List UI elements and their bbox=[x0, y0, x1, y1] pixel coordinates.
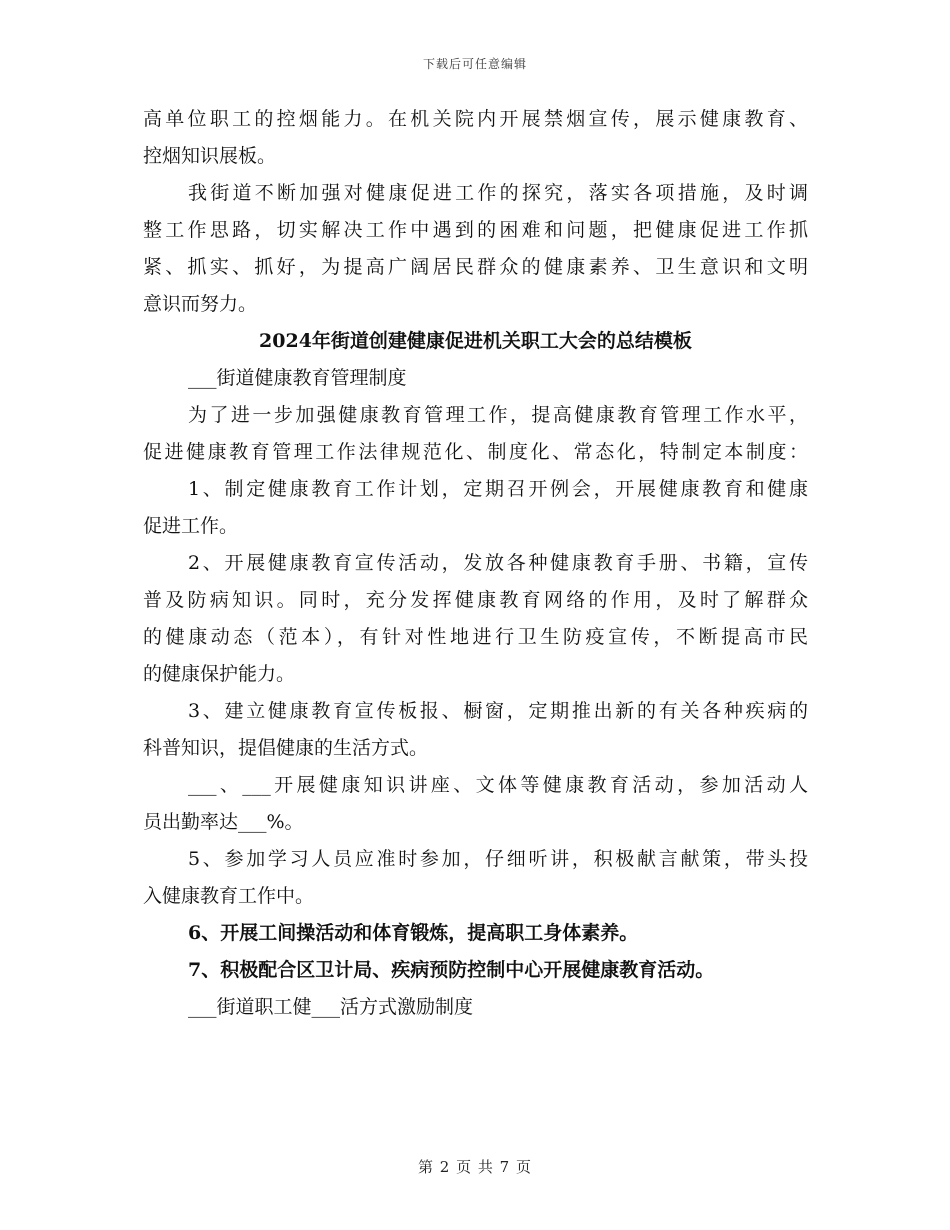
list-item-line: 促进工作。 bbox=[143, 515, 239, 537]
list-item-line: 入健康教育工作中。 bbox=[143, 885, 315, 907]
paragraph-line: 促进健康教育管理工作法律规范化、制度化、常态化，特制定本制度： bbox=[143, 441, 808, 463]
list-item-line: 普及防病知识。同时，充分发挥健康教育网络的作用，及时了解群众 bbox=[143, 589, 808, 611]
list-item-line: 5、参加学习人员应准时参加，仔细听讲，积极献言献策，带头投 bbox=[188, 848, 808, 870]
document-title: 2024年街道创建健康促进机关职工大会的总结模板 bbox=[259, 330, 692, 352]
paragraph-line: 为了进一步加强健康教育管理工作，提高健康教育管理工作水平， bbox=[188, 404, 808, 426]
list-item-line: 的健康动态（范本），有针对性地进行卫生防疫宣传，不断提高市民 bbox=[143, 626, 808, 648]
section-heading: ___街道职工健___活方式激励制度 bbox=[188, 996, 474, 1018]
paragraph-line: 意识而努力。 bbox=[143, 293, 258, 315]
list-item-line: 2、开展健康教育宣传活动，发放各种健康教育手册、书籍，宣传 bbox=[188, 552, 808, 574]
list-item-line: 科普知识，提倡健康的生活方式。 bbox=[143, 737, 429, 759]
document-body bbox=[143, 101, 808, 1026]
list-item-line: 1、制定健康教育工作计划，定期召开例会，开展健康教育和健康 bbox=[188, 478, 808, 500]
paragraph-line: 控烟知识展板。 bbox=[143, 145, 277, 167]
list-item-line: 员出勤率达___%。 bbox=[143, 811, 304, 833]
list-item-line: 6、开展工间操活动和体育锻炼，提高职工身体素养。 bbox=[188, 922, 639, 944]
list-item-line: 7、积极配合区卫计局、疾病预防控制中心开展健康教育活动。 bbox=[188, 959, 715, 981]
list-item-line: 3、建立健康教育宣传板报、橱窗，定期推出新的有关各种疾病的 bbox=[188, 700, 808, 722]
list-item-line: 的健康保护能力。 bbox=[143, 663, 296, 685]
paragraph-line: 紧、抓实、抓好，为提高广阔居民群众的健康素养、卫生意识和文明 bbox=[143, 256, 808, 278]
paragraph-line: 整工作思路，切实解决工作中遇到的困难和问题，把健康促进工作抓 bbox=[143, 219, 808, 241]
list-item-line: ___、___开展健康知识讲座、文体等健康教育活动，参加活动人 bbox=[188, 774, 808, 796]
paragraph-line: 我街道不断加强对健康促进工作的探究，落实各项措施，及时调 bbox=[188, 182, 808, 204]
download-note: 下载后可任意编辑 bbox=[422, 57, 527, 71]
paragraph-line: 高单位职工的控烟能力。在机关院内开展禁烟宣传，展示健康教育、 bbox=[143, 108, 808, 130]
page-number: 第 2 页 共 7 页 bbox=[418, 1158, 532, 1176]
section-heading: ___街道健康教育管理制度 bbox=[188, 367, 407, 389]
